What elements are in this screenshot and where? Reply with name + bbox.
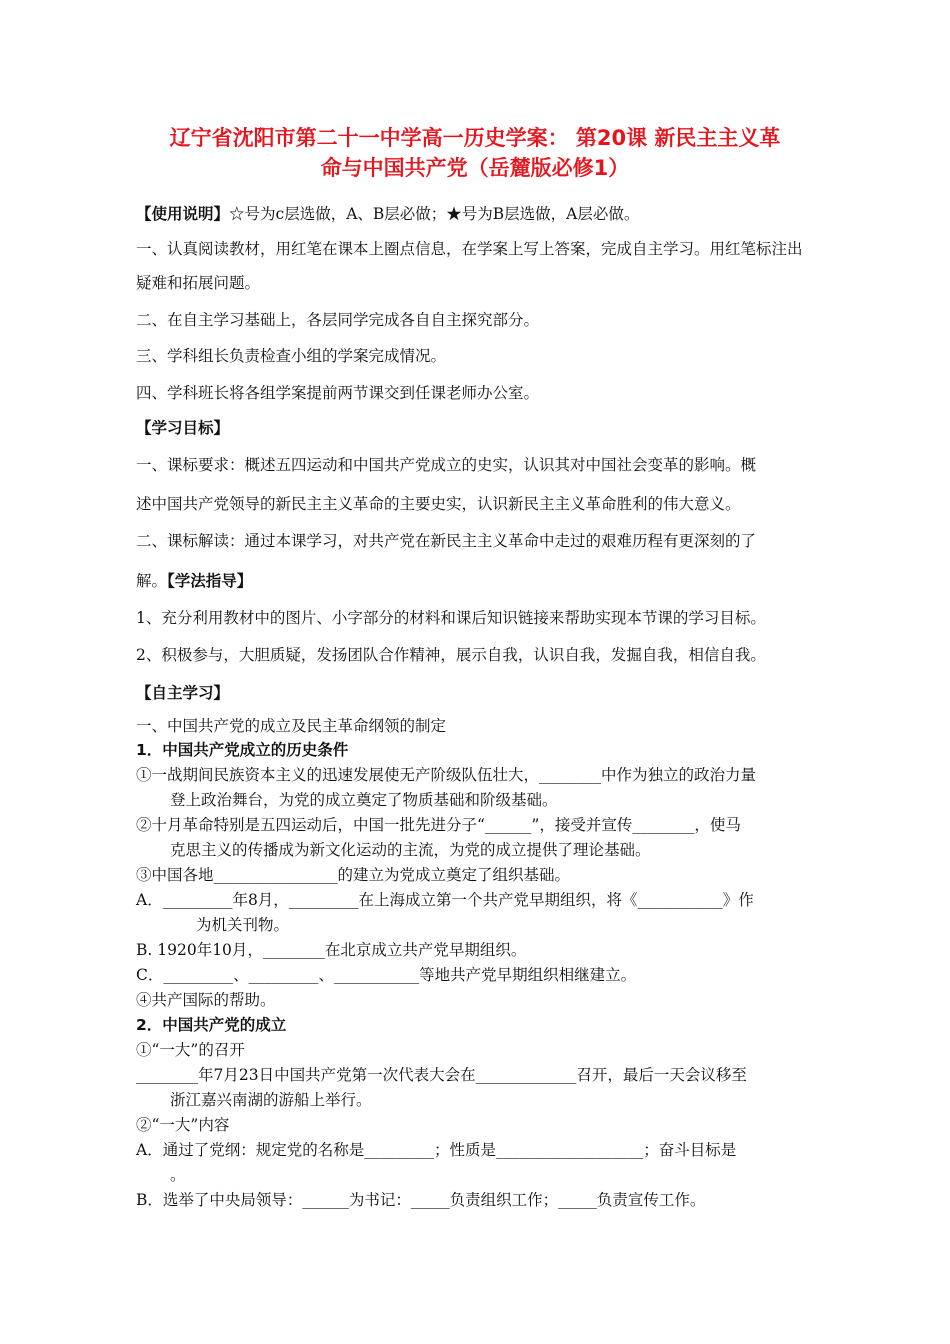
s1-item-A1: A．_________年8月，_________在上海成立第一个共产党早期组织，将《___________》作 bbox=[136, 891, 754, 909]
s2-item-a: ①“一大”的召开 bbox=[136, 1041, 245, 1059]
s2-item-a2: 浙江嘉兴南湖的游船上举行。 bbox=[170, 1091, 372, 1109]
goal-heading: 【学习目标】 bbox=[136, 419, 230, 437]
subsection-2-heading: 2．中国共产党的成立 bbox=[136, 1016, 287, 1034]
usage-item-2: 二、在自主学习基础上，各层同学完成各自自主探究部分。 bbox=[136, 311, 540, 329]
s1-item-a2: 登上政治舞台，为党的成立奠定了物质基础和阶级基础。 bbox=[170, 791, 558, 809]
s1-item-d: ④共产国际的帮助。 bbox=[136, 991, 276, 1009]
goal-item-2b-line bbox=[136, 571, 252, 591]
usage-item-3: 三、学科组长负责检查小组的学案完成情况。 bbox=[136, 347, 447, 365]
goal-item-1b: 述中国共产党领导的新民主主义革命的主要史实，认识新民主主义革命胜利的伟大意义。 bbox=[136, 495, 741, 513]
goal-item-2b: 解。 bbox=[136, 572, 168, 590]
s2-item-a1: ________年7月23日中国共产党第一次代表大会在_____________召开，最后一天会议移至 bbox=[136, 1066, 747, 1084]
s2-item-A2: 。 bbox=[170, 1166, 186, 1184]
s2-item-b: ②“一大”内容 bbox=[136, 1116, 230, 1134]
s2-item-B: B．选举了中央局领导：______为书记：_____负责组织工作；_____负责宣传工作。 bbox=[136, 1191, 706, 1209]
usage-item-1b: 疑难和拓展问题。 bbox=[136, 274, 261, 292]
method-heading: 【学法指导】 bbox=[167, 572, 253, 590]
section-1-title: 一、中国共产党的成立及民主革命纲领的制定 bbox=[136, 717, 447, 735]
subsection-1-heading: 1．中国共产党成立的历史条件 bbox=[136, 741, 349, 759]
usage-item-1a: 一、认真阅读教材，用红笔在课本上圈点信息，在学案上写上答案，完成自主学习。用红笔标注出 bbox=[136, 240, 803, 258]
doc-title-line1: 辽宁省沈阳市第二十一中学高一历史学案： 第20课 新民主主义革 bbox=[169, 126, 781, 150]
method-item-1: 1、充分利用教材中的图片、小字部分的材料和课后知识链接来帮助实现本节课的学习目标。 bbox=[136, 609, 766, 627]
goal-item-1a: 一、课标要求：概述五四运动和中国共产党成立的史实，认识其对中国社会变革的影响。概 bbox=[136, 456, 757, 474]
doc-title-line2: 命与中国共产党（岳麓版必修1） bbox=[320, 156, 630, 180]
self-study-heading: 【自主学习】 bbox=[136, 684, 230, 702]
s1-item-c: ③中国各地________________的建立为党成立奠定了组织基础。 bbox=[136, 866, 571, 884]
s1-item-B: B. 1920年10月，________在北京成立共产党早期组织。 bbox=[136, 941, 527, 959]
s1-item-b2: 克思主义的传播成为新文化运动的主流，为党的成立提供了理论基础。 bbox=[170, 841, 651, 859]
goal-item-2a: 二、课标解读：通过本课学习，对共产党在新民主主义革命中走过的艰难历程有更深刻的了 bbox=[136, 532, 757, 550]
s1-item-b1: ②十月革命特别是五四运动后，中国一批先进分子“______”，接受并宣传________，使马 bbox=[136, 816, 741, 834]
s1-item-C: C．_________、_________、___________等地共产党早期组织相继建立。 bbox=[136, 966, 637, 984]
s1-item-A2: 为机关刊物。 bbox=[196, 916, 290, 934]
s2-item-A1: A．通过了党纲：规定党的名称是_________；性质是___________________；奋斗目标是 bbox=[136, 1141, 737, 1159]
usage-heading: 【使用说明】 bbox=[136, 205, 230, 223]
s1-item-a1: ①一战期间民族资本主义的迅速发展使无产阶级队伍壮大，________中作为独立的政治力量 bbox=[136, 766, 757, 784]
usage-item-4: 四、学科班长将各组学案提前两节课交到任课老师办公室。 bbox=[136, 384, 540, 402]
method-item-2: 2、积极参与，大胆质疑，发扬团队合作精神，展示自我，认识自我，发掘自我，相信自我。 bbox=[136, 646, 766, 664]
usage-line bbox=[136, 204, 639, 224]
usage-text: ☆号为c层选做，A、B层必做；★号为B层选做，A层必做。 bbox=[229, 205, 640, 223]
